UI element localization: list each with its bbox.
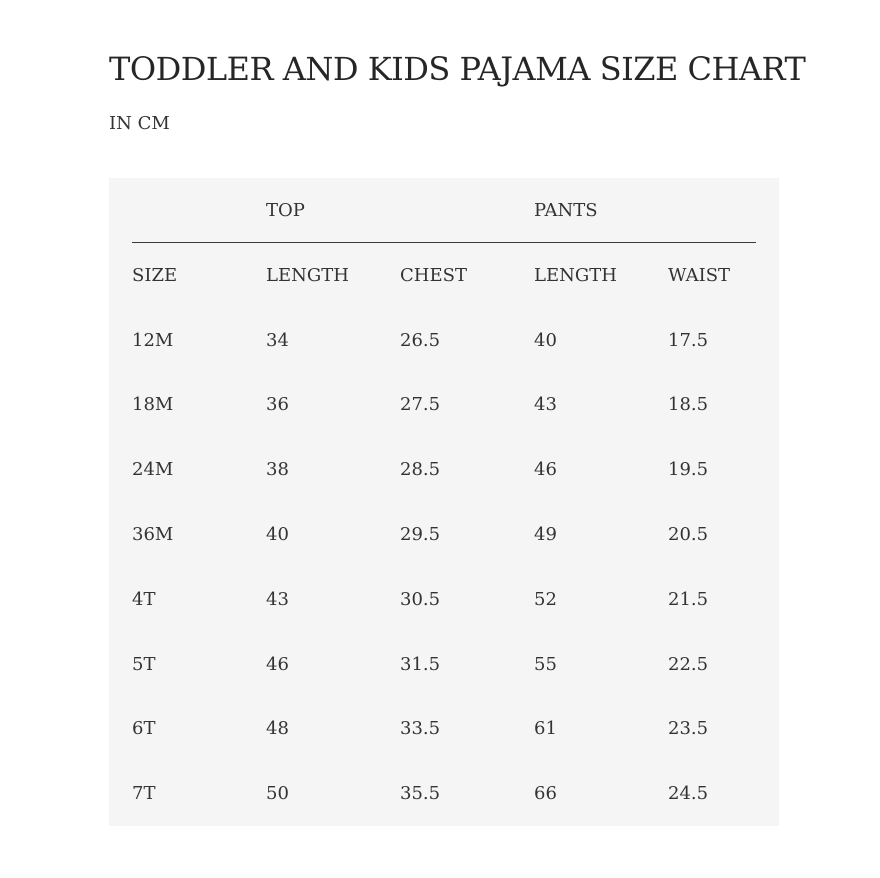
group-header-top: TOP	[266, 200, 305, 221]
cell-chest: 26.5	[400, 329, 441, 351]
cell-size: 18M	[132, 394, 174, 416]
column-header-row	[132, 243, 756, 308]
column-header-chest: CHEST	[400, 264, 467, 286]
cell-waist: 19.5	[668, 459, 709, 481]
cell-top-length: 46	[266, 653, 289, 675]
cell-chest: 28.5	[400, 459, 441, 481]
column-header-waist: WAIST	[668, 264, 731, 286]
size-table	[132, 243, 756, 826]
table-row	[132, 697, 756, 762]
cell-pants-length: 40	[534, 329, 557, 351]
table-row	[132, 632, 756, 697]
table-row	[132, 373, 756, 438]
cell-top-length: 36	[266, 394, 289, 416]
cell-chest: 33.5	[400, 718, 441, 740]
table-row	[132, 567, 756, 632]
cell-waist: 17.5	[668, 329, 709, 351]
cell-pants-length: 55	[534, 653, 557, 675]
cell-pants-length: 49	[534, 524, 557, 546]
column-header-pants-length: LENGTH	[534, 264, 617, 286]
cell-top-length: 48	[266, 718, 289, 740]
cell-pants-length: 61	[534, 718, 557, 740]
cell-top-length: 40	[266, 524, 289, 546]
cell-top-length: 34	[266, 329, 289, 351]
column-header-top-length: LENGTH	[266, 264, 349, 286]
cell-waist: 20.5	[668, 524, 709, 546]
unit-note: IN CM	[109, 113, 170, 134]
table-row	[132, 437, 756, 502]
cell-top-length: 38	[266, 459, 289, 481]
cell-pants-length: 46	[534, 459, 557, 481]
cell-waist: 23.5	[668, 718, 709, 740]
cell-size: 24M	[132, 459, 174, 481]
cell-size: 6T	[132, 718, 156, 740]
group-header-pants: PANTS	[534, 200, 598, 221]
cell-waist: 18.5	[668, 394, 709, 416]
page-title: TODDLER AND KIDS PAJAMA SIZE CHART	[109, 50, 806, 88]
cell-waist: 22.5	[668, 653, 709, 675]
cell-chest: 31.5	[400, 653, 441, 675]
size-chart-panel	[109, 178, 779, 826]
cell-chest: 27.5	[400, 394, 441, 416]
table-row	[132, 502, 756, 567]
cell-chest: 30.5	[400, 588, 441, 610]
cell-size: 4T	[132, 588, 156, 610]
cell-size: 36M	[132, 524, 174, 546]
group-header-row	[132, 178, 756, 243]
cell-size: 5T	[132, 653, 156, 675]
column-header-size: SIZE	[132, 264, 178, 286]
cell-top-length: 50	[266, 783, 289, 805]
cell-waist: 21.5	[668, 588, 709, 610]
table-row	[132, 308, 756, 373]
cell-top-length: 43	[266, 588, 289, 610]
cell-chest: 35.5	[400, 783, 441, 805]
cell-waist: 24.5	[668, 783, 709, 805]
cell-pants-length: 52	[534, 588, 557, 610]
cell-pants-length: 43	[534, 394, 557, 416]
cell-size: 7T	[132, 783, 156, 805]
cell-pants-length: 66	[534, 783, 557, 805]
cell-size: 12M	[132, 329, 174, 351]
table-row	[132, 761, 756, 826]
cell-chest: 29.5	[400, 524, 441, 546]
